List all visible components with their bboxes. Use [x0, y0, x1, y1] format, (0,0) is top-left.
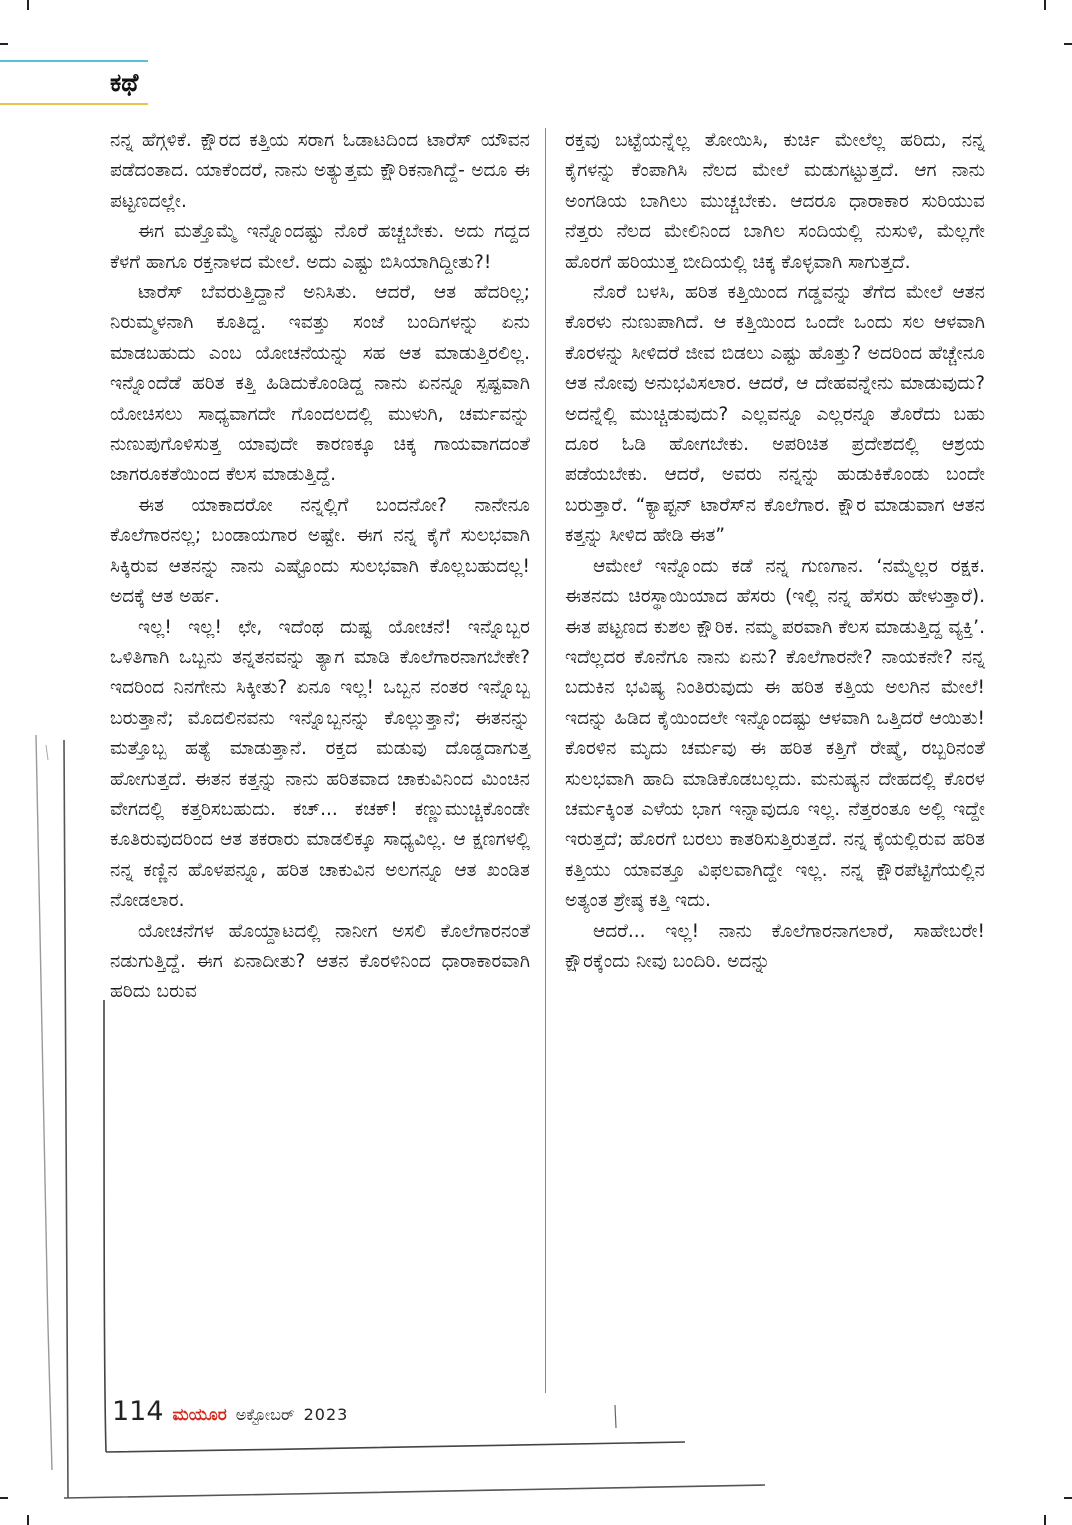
issue-year: 2023: [303, 1405, 349, 1424]
page-footer: [112, 1396, 348, 1430]
paragraph: ಟಾರೆಸ್ ಬೆವರುತ್ತಿದ್ದಾನೆ ಅನಿಸಿತು. ಆದರೆ, ಆತ ಹೆದರಿಲ್ಲ; ನಿರುಮ್ಮಳನಾಗಿ ಕೂತಿದ್ದ. ಇವತ್ತು ಸಂಜೆ ಬಂದಿಗಳನ್ನು ಏನು ಮಾಡಬಹುದು ಎಂಬ ಯೋಚನೆಯನ್ನು ಸಹ ಆತ ಮಾಡುತ್ತಿರಲಿಲ್ಲ. ಇನ್ನೊಂದೆಡೆ ಹರಿತ ಕತ್ತಿ ಹಿಡಿದುಕೊಂಡಿದ್ದ ನಾನು ಏನನ್ನೂ ಸ್ಪಷ್ಟವಾಗಿ ಯೋಚಿಸಲು ಸಾಧ್ಯವಾಗದೇ ಗೊಂದಲದಲ್ಲಿ ಮುಳುಗಿ, ಚರ್ಮವನ್ನು ನುಣುಪುಗೊಳಿಸುತ್ತ ಯಾವುದೇ ಕಾರಣಕ್ಕೂ ಚಿಕ್ಕ ಗಾಯವಾಗದಂತೆ ಜಾಗರೂಕತೆಯಿಂದ ಕೆಲಸ ಮಾಡುತ್ತಿದ್ದೆ.: [110, 282, 530, 486]
paragraph: ಈಗ ಮತ್ತೊಮ್ಮೆ ಇನ್ನೊಂದಷ್ಟು ನೊರೆ ಹಚ್ಚಬೇಕು. ಅದು ಗದ್ದದ ಕೆಳಗೆ ಹಾಗೂ ರಕ್ತನಾಳದ ಮೇಲೆ. ಅದು ಎಷ್ಟು ಬಿಸಿಯಾಗಿದ್ದೀತು?!: [110, 221, 530, 273]
section-title: ಕಥೆ: [110, 68, 139, 97]
paragraph: ಆಮೇಲೆ ಇನ್ನೊಂದು ಕಡೆ ನನ್ನ ಗುಣಗಾನ. ‘ನಮ್ಮೆಲ್ಲರ ರಕ್ಷಕ. ಈತನದು ಚಿರಸ್ಥಾಯಿಯಾದ ಹೆಸರು (ಇಲ್ಲಿ ನನ್ನ ಹೆಸರು ಹೇಳುತ್ತಾರೆ). ಈತ ಪಟ್ಟಣದ ಕುಶಲ ಕ್ಷೌರಿಕ. ನಮ್ಮ ಪರವಾಗಿ ಕೆಲಸ ಮಾಡುತ್ತಿದ್ದ ವ್ಯಕ್ತಿ’. ಇದೆಲ್ಲದರ ಕೊನೆಗೂ ನಾನು ಏನು? ಕೊಲೆಗಾರನೇ? ನಾಯಕನೇ? ನನ್ನ ಬದುಕಿನ ಭವಿಷ್ಯ ನಿಂತಿರುವುದು ಈ ಹರಿತ ಕತ್ತಿಯ ಅಲಗಿನ ಮೇಲೆ! ಇದನ್ನು ಹಿಡಿದ ಕೈಯಿಂದಲೇ ಇನ್ನೊಂದಷ್ಟು ಆಳವಾಗಿ ಒತ್ತಿದರೆ ಆಯಿತು! ಕೊರಳಿನ ಮೃದು ಚರ್ಮವು ಈ ಹರಿತ ಕತ್ತಿಗೆ ರೇಷ್ಮೆ, ರಬ್ಬರಿನಂತೆ ಸುಲಭವಾಗಿ ಹಾದಿ ಮಾಡಿಕೊಡಬಲ್ಲದು. ಮನುಷ್ಯನ ದೇಹದಲ್ಲಿ ಕೊರಳ ಚರ್ಮಕ್ಕಿಂತ ಎಳೆಯ ಭಾಗ ಇನ್ನಾವುದೂ ಇಲ್ಲ. ನೆತ್ತರಂತೂ ಅಲ್ಲಿ ಇದ್ದೇ ಇರುತ್ತದೆ; ಹೊರಗೆ ಬರಲು ಕಾತರಿಸುತ್ತಿರುತ್ತದೆ. ನನ್ನ ಕೈಯಲ್ಲಿರುವ ಹರಿತ ಕತ್ತಿಯು ಯಾವತ್ತೂ ವಿಫಲವಾಗಿದ್ದೇ ಇಲ್ಲ. ನನ್ನ ಕ್ಷೌರಪೆಟ್ಟಿಗೆಯಲ್ಲಿನ ಅತ್ಯಂತ ಶ್ರೇಷ್ಠ ಕತ್ತಿ ಇದು.: [565, 555, 985, 912]
article-column-left: [110, 126, 530, 1008]
paragraph: ನೊರೆ ಬಳಸಿ, ಹರಿತ ಕತ್ತಿಯಿಂದ ಗಡ್ಡವನ್ನು ತೆಗೆದ ಮೇಲೆ ಆತನ ಕೊರಳು ನುಣುಪಾಗಿದೆ. ಆ ಕತ್ತಿಯಿಂದ ಒಂದೇ ಒಂದು ಸಲ ಆಳವಾಗಿ ಕೊರಳನ್ನು ಸೀಳಿದರೆ ಜೀವ ಬಿಡಲು ಎಷ್ಟು ಹೊತ್ತು? ಅದರಿಂದ ಹೆಚ್ಚೇನೂ ಆತ ನೋವು ಅನುಭವಿಸಲಾರ. ಆದರೆ, ಆ ದೇಹವನ್ನೇನು ಮಾಡುವುದು? ಅದನ್ನೆಲ್ಲಿ ಮುಚ್ಚಿಡುವುದು? ಎಲ್ಲವನ್ನೂ ಎಲ್ಲರನ್ನೂ ತೊರೆದು ಬಹು ದೂರ ಓಡಿ ಹೋಗಬೇಕು. ಅಪರಿಚಿತ ಪ್ರದೇಶದಲ್ಲಿ ಆಶ್ರಯ ಪಡೆಯಬೇಕು. ಆದರೆ, ಅವರು ನನ್ನನ್ನು ಹುಡುಕಿಕೊಂಡು ಬಂದೇ ಬರುತ್ತಾರೆ. “ಕ್ಯಾಪ್ಟನ್ ಟಾರೆಸ್‌ನ ಕೊಲೆಗಾರ. ಕ್ಷೌರ ಮಾಡುವಾಗ ಆತನ ಕತ್ತನ್ನು ಸೀಳಿದ ಹೇಡಿ ಈತ”: [565, 282, 985, 547]
issue-month: ಅಕ್ಟೋಬರ್: [235, 1405, 295, 1424]
paragraph: ರಕ್ತವು ಬಟ್ಟೆಯನ್ನೆಲ್ಲ ತೋಯಿಸಿ, ಕುರ್ಚಿ ಮೇಲೆಲ್ಲ ಹರಿದು, ನನ್ನ ಕೈಗಳನ್ನು ಕೆಂಪಾಗಿಸಿ ನೆಲದ ಮೇಲೆ ಮಡುಗಟ್ಟುತ್ತದೆ. ಆಗ ನಾನು ಅಂಗಡಿಯ ಬಾಗಿಲು ಮುಚ್ಚಬೇಕು. ಆದರೂ ಧಾರಾಕಾರ ಸುರಿಯುವ ನೆತ್ತರು ನೆಲದ ಮೇಲಿನಿಂದ ಬಾಗಿಲ ಸಂದಿಯಲ್ಲಿ ನುಸುಳಿ, ಮೆಲ್ಲಗೇ ಹೊರಗೆ ಹರಿಯುತ್ತ ಬೀದಿಯಲ್ಲಿ ಚಿಕ್ಕ ಕೊಳ್ಳವಾಗಿ ಸಾಗುತ್ತದೆ.: [565, 130, 985, 273]
paragraph: ನನ್ನ ಹೆಗ್ಗಳಿಕೆ. ಕ್ಷೌರದ ಕತ್ತಿಯ ಸರಾಗ ಓಡಾಟದಿಂದ ಟಾರೆಸ್ ಯೌವನ ಪಡೆದಂತಾದ. ಯಾಕೆಂದರೆ, ನಾನು ಅತ್ಯುತ್ತಮ ಕ್ಷೌರಿಕನಾಗಿದ್ದೆ- ಅದೂ ಈ ಪಟ್ಟಣದಲ್ಲೇ.: [110, 130, 530, 212]
paragraph: ಆದರೆ... ಇಲ್ಲ! ನಾನು ಕೊಲೆಗಾರನಾಗಲಾರೆ, ಸಾಹೇಬರೇ! ಕ್ಷೌರಕ್ಕೆಂದು ನೀವು ಬಂದಿರಿ. ಅದನ್ನು: [565, 920, 985, 972]
page-number: 114: [112, 1396, 164, 1427]
paragraph: ಇಲ್ಲ! ಇಲ್ಲ! ಛೇ, ಇದೆಂಥ ದುಷ್ಟ ಯೋಚನೆ! ಇನ್ನೊಬ್ಬರ ಒಳಿತಿಗಾಗಿ ಒಬ್ಬನು ತನ್ನತನವನ್ನು ತ್ಯಾಗ ಮಾಡಿ ಕೊಲೆಗಾರನಾಗಬೇಕೇ? ಇದರಿಂದ ನಿನಗೇನು ಸಿಕ್ಕೀತು? ಏನೂ ಇಲ್ಲ! ಒಬ್ಬನ ನಂತರ ಇನ್ನೊಬ್ಬ ಬರುತ್ತಾನೆ; ಮೊದಲಿನವನು ಇನ್ನೊಬ್ಬನನ್ನು ಕೊಲ್ಲುತ್ತಾನೆ; ಈತನನ್ನು ಮತ್ತೊಬ್ಬ ಹತ್ಯೆ ಮಾಡುತ್ತಾನೆ. ರಕ್ತದ ಮಡುವು ದೊಡ್ಡದಾಗುತ್ತ ಹೋಗುತ್ತದೆ. ಈತನ ಕತ್ತನ್ನು ನಾನು ಹರಿತವಾದ ಚಾಕುವಿನಿಂದ ಮಿಂಚಿನ ವೇಗದಲ್ಲಿ ಕತ್ತರಿಸಬಹುದು. ಕಚ್... ಕಚಕ್! ಕಣ್ಣುಮುಚ್ಚಿಕೊಂಡೇ ಕೂತಿರುವುದರಿಂದ ಆತ ತಕರಾರು ಮಾಡಲಿಕ್ಕೂ ಸಾಧ್ಯವಿಲ್ಲ. ಆ ಕ್ಷಣಗಳಲ್ಲಿ ನನ್ನ ಕಣ್ಣಿನ ಹೊಳಪನ್ನೂ, ಹರಿತ ಚಾಕುವಿನ ಅಲಗನ್ನೂ ಆತ ಖಂಡಿತ ನೋಡಲಾರ.: [110, 616, 530, 912]
paragraph: ಈತ ಯಾಕಾದರೋ ನನ್ನಲ್ಲಿಗೆ ಬಂದನೋ? ನಾನೇನೂ ಕೊಲೆಗಾರನಲ್ಲ; ಬಂಡಾಯಗಾರ ಅಷ್ಟೇ. ಈಗ ನನ್ನ ಕೈಗೆ ಸುಲಭವಾಗಿ ಸಿಕ್ಕಿರುವ ಆತನನ್ನು ನಾನು ಎಷ್ಟೊಂದು ಸುಲಭವಾಗಿ ಕೊಲ್ಲಬಹುದಲ್ಲ! ಅದಕ್ಕೆ ಆತ ಅರ್ಹ.: [110, 494, 530, 608]
magazine-name: ಮಯೂರ: [172, 1405, 227, 1425]
paragraph: ಯೋಚನೆಗಳ ಹೊಯ್ದಾಟದಲ್ಲಿ ನಾನೀಗ ಅಸಲಿ ಕೊಲೆಗಾರನಂತೆ ನಡುಗುತ್ತಿದ್ದೆ. ಈಗ ಏನಾದೀತು? ಆತನ ಕೊರಳಿನಿಂದ ಧಾರಾಕಾರವಾಗಿ ಹರಿದು ಬರುವ: [110, 920, 530, 1003]
column-divider: [545, 128, 546, 1393]
article-column-right: [565, 126, 985, 977]
